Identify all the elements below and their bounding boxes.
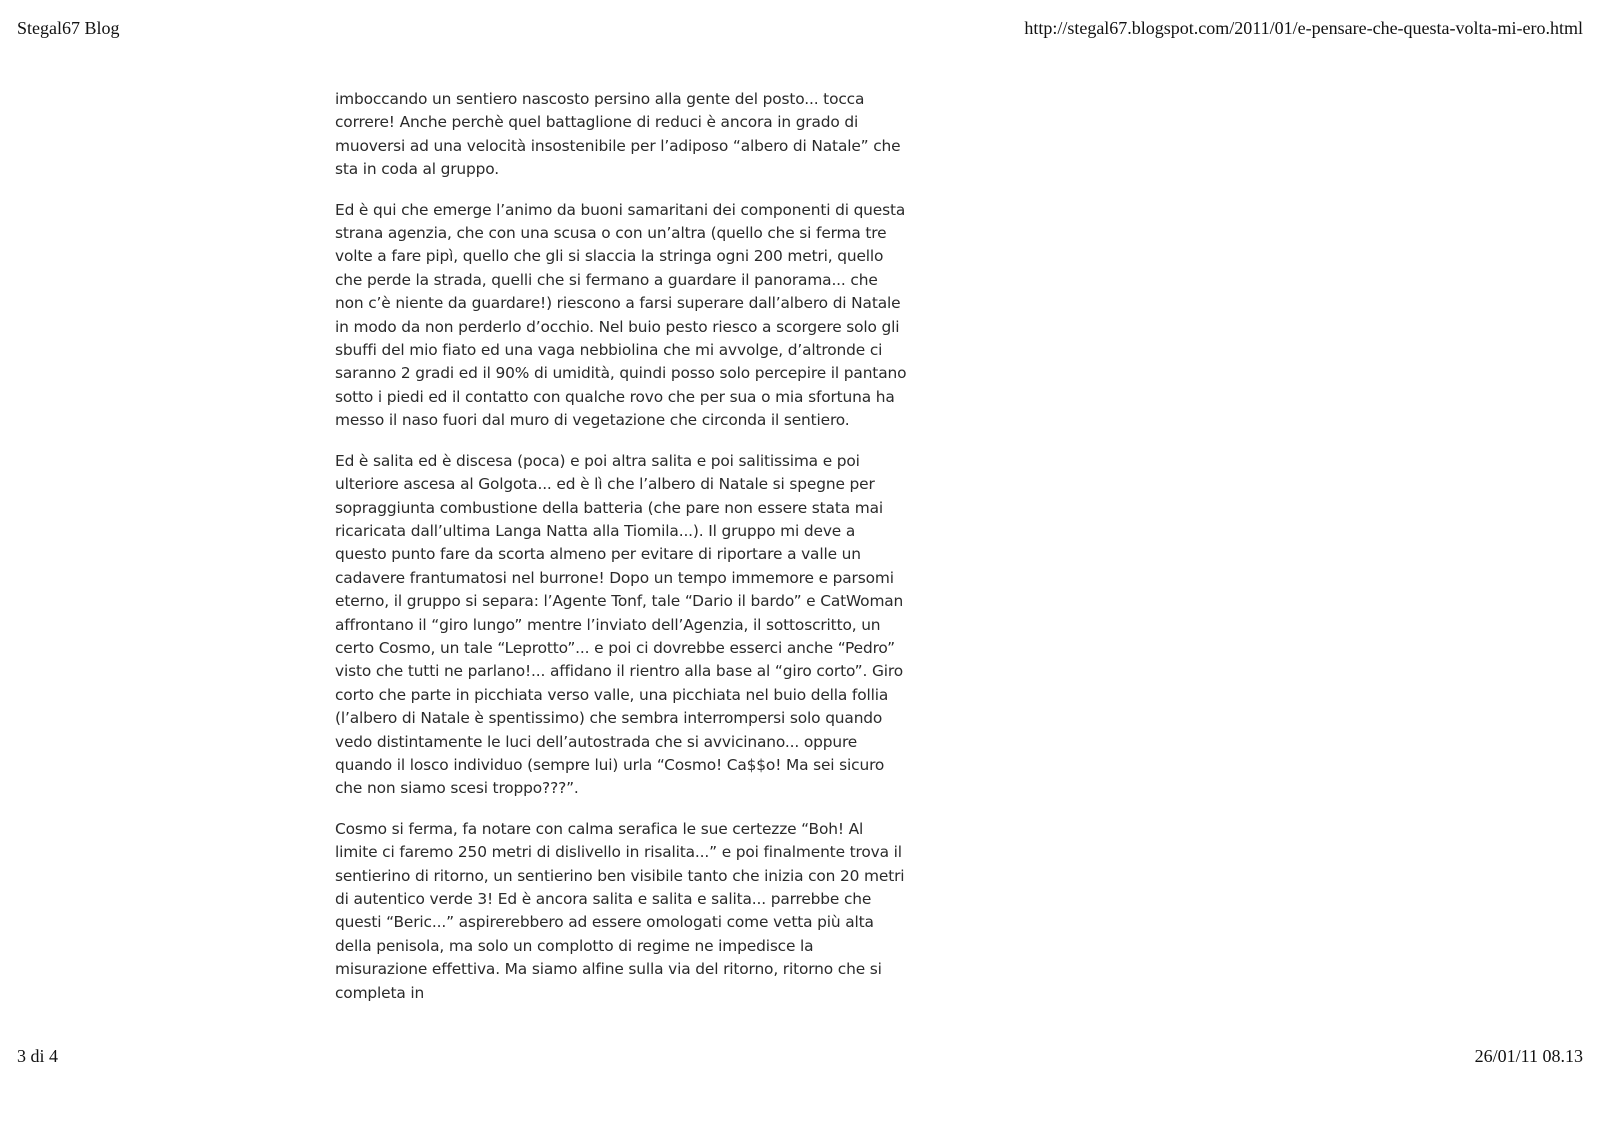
page-indicator: 3 di 4 xyxy=(17,1046,59,1066)
site-title: Stegal67 Blog xyxy=(17,18,120,38)
paragraph-4: Cosmo si ferma, fa notare con calma serafica le sue certezze “Boh! Al limite ci faremo 250 metri di dislivello in risalita...” e poi finalmente trova il sentierino di ritorno, un sentierino ben visibile tanto che inizia con 20 metri di autentico verde 3! Ed è ancora salita e salita e salita... parrebbe che questi “Beric...” aspirerebbero ad essere omologati come vetta più alta della penisola, ma solo un complotto di regime ne impedisce la misurazione effettiva. Ma siamo alfine sulla via del ritorno, ritorno che si completa in xyxy=(335,819,905,1002)
article-body xyxy=(335,88,910,1022)
paragraph-2: Ed è qui che emerge l’animo da buoni samaritani dei componenti di questa strana agenzia, che con una scusa o con un’altra (quello che si ferma tre volte a fare pipì, quello che gli si slaccia la stringa ogni 200 metri, quello che perde la strada, quelli che si fermano a guardare il panorama... che non c’è niente da guardare!) riescono a farsi superare dall’albero di Natale in modo da non perderlo d’occhio. Nel buio pesto riesco a scorgere solo gli sbuffi del mio fiato ed una vaga nebbiolina che mi avvolge, d’altronde ci saranno 2 gradi ed il 90% di umidità, quindi posso solo percepire il pantano sotto i piedi ed il contatto con qualche rovo che per sua o mia sfortuna ha messo il naso fuori dal muro di vegetazione che circonda il sentiero. xyxy=(335,200,907,430)
print-timestamp: 26/01/11 08.13 xyxy=(1474,1046,1583,1066)
paragraph-3: Ed è salita ed è discesa (poca) e poi altra salita e poi salitissima e poi ulteriore ascesa al Golgota... ed è lì che l’albero di Natale si spegne per sopraggiunta combustione della batteria (che pare non essere stata mai ricaricata dall’ultima Langa Natta alla Tiomila...). Il gruppo mi deve a questo punto fare da scorta almeno per evitare di riportare a valle un cadavere frantumatosi nel burrone! Dopo un tempo immemore e parsomi eterno, il gruppo si separa: l’Agente Tonf, tale “Dario il bardo” e CatWoman affrontano il “giro lungo” mentre l’inviato dell’Agenzia, il sottoscritto, un certo Cosmo, un tale “Leprotto”... e poi ci dovrebbe esserci anche “Pedro” visto che tutti ne parlano!... affidano il rientro alla base al “giro corto”. Giro corto che parte in picchiata verso valle, una picchiata nel buio della follia (l’albero di Natale è spentissimo) che sembra interrompersi solo quando vedo distintamente le luci dell’autostrada che si avvicinano... oppure quando il losco individuo (sempre lui) urla “Cosmo! Ca$$o! Ma sei sicuro che non siamo scesi troppo???”. xyxy=(335,451,904,798)
page-url: http://stegal67.blogspot.com/2011/01/e-pensare-che-questa-volta-mi-ero.html xyxy=(1024,18,1583,38)
paragraph-1: imboccando un sentiero nascosto persino alla gente del posto... tocca correre! Anche perchè quel battaglione di reduci è ancora in grado di muoversi ad una velocità insostenibile per l’adiposo “albero di Natale” che sta in coda al gruppo. xyxy=(335,90,901,179)
